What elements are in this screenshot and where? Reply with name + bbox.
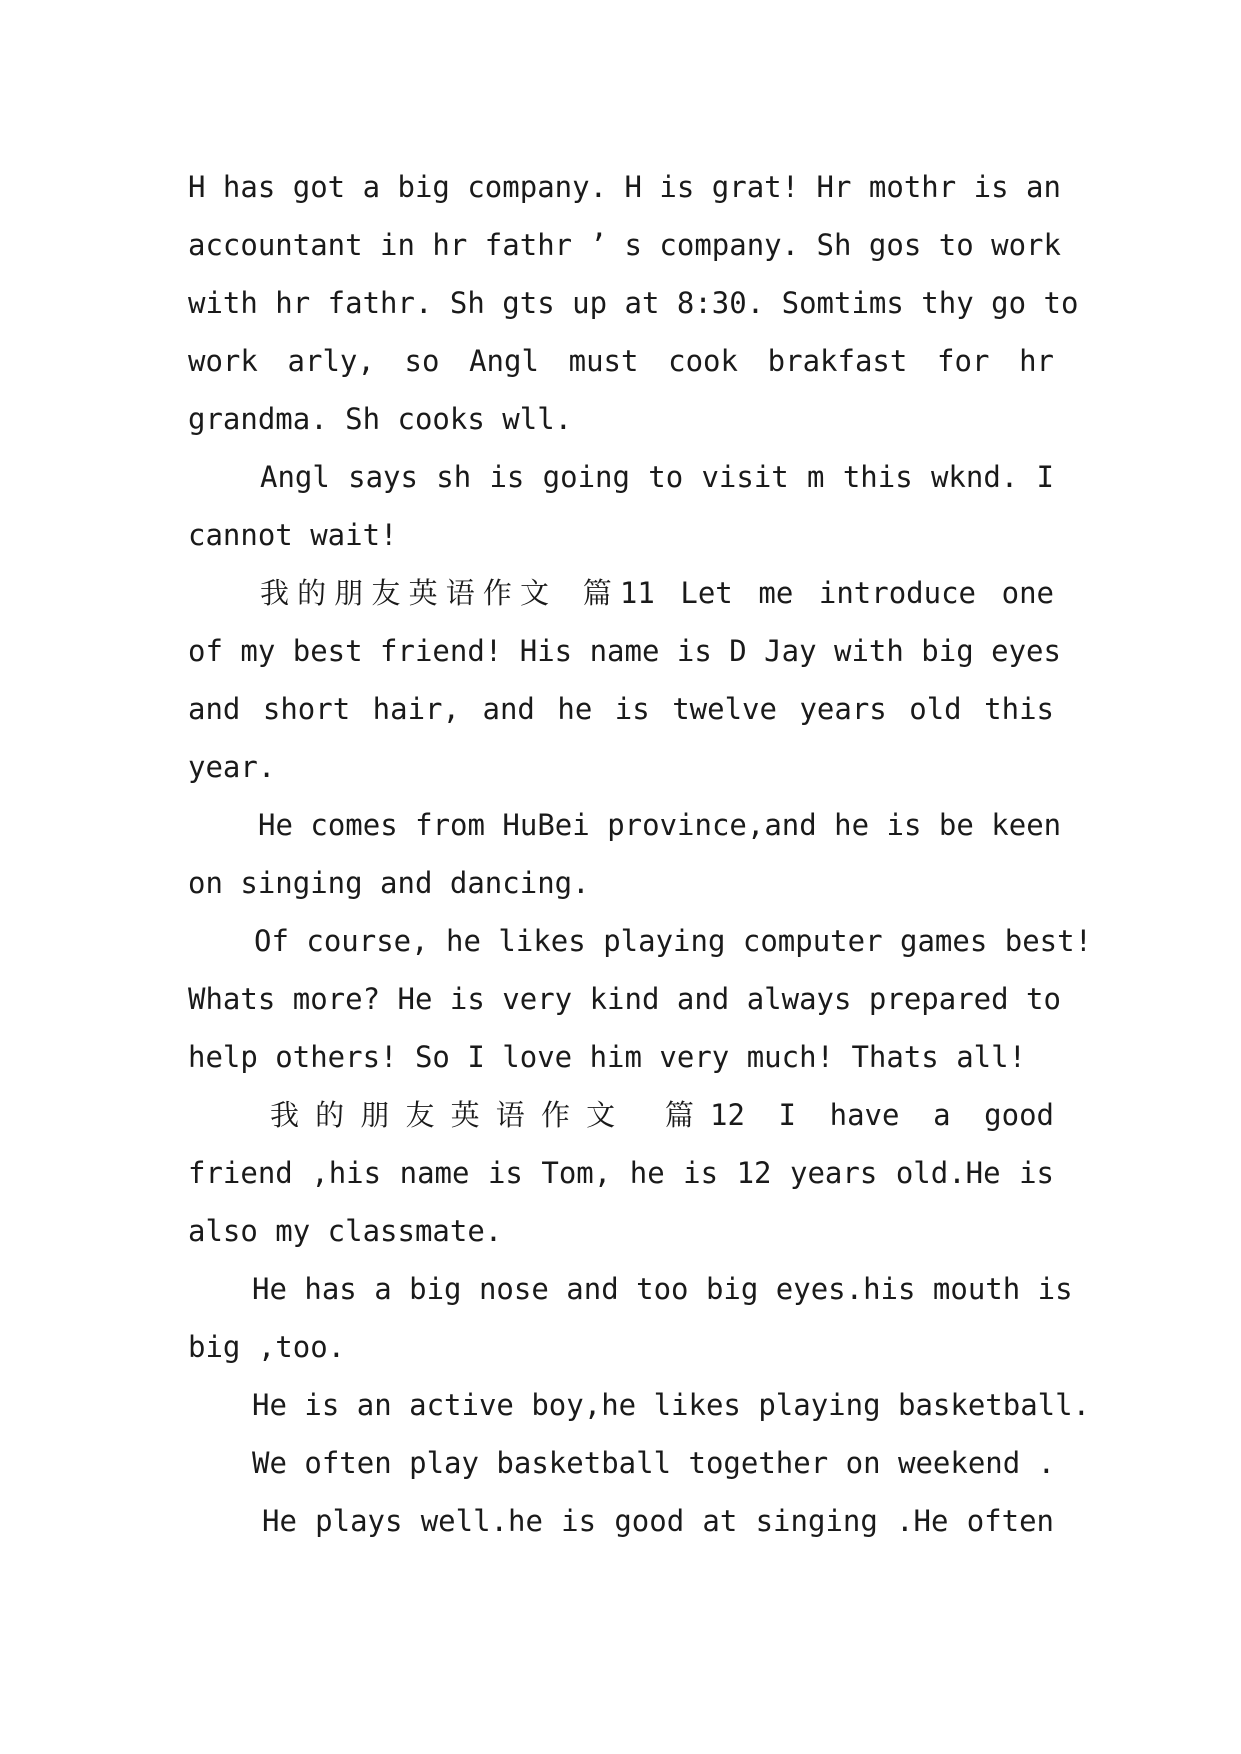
text-line: friend ,his name is Tom, he is 12 years old.He is — [188, 1156, 1054, 1190]
text-line: on singing and dancing. — [188, 866, 590, 900]
text-line: also my classmate. — [188, 1214, 503, 1248]
paragraph-first-line: He comes from HuBei province,and he is be keen — [258, 808, 1062, 842]
text-line: help others! So I love him very much! Thats all! — [188, 1040, 1027, 1074]
paragraph-first-line: He plays well.he is good at singing .He often — [262, 1504, 1054, 1538]
text-line: work arly, so Angl must cook brakfast for hr — [188, 344, 1054, 378]
text-line: grandma. Sh cooks wll. — [188, 402, 573, 436]
text-line: accountant in hr fathr ’ s company. Sh gos to work — [188, 228, 1061, 262]
document-body — [188, 158, 1093, 1550]
text-line: year. — [188, 750, 276, 784]
text-line: H has got a big company. H is grat! Hr mothr is an — [188, 170, 1061, 204]
text-line: of my best friend! His name is D Jay with big eyes — [188, 634, 1061, 668]
paragraph-first-line: Angl says sh is going to visit m this wknd. I — [260, 460, 1054, 494]
text-line: cannot wait! — [188, 518, 398, 552]
text-line: with hr fathr. Sh gts up at 8:30. Somtims thy go to — [188, 286, 1079, 320]
paragraph-first-line: Of course, he likes playing computer games best! — [254, 924, 1093, 958]
paragraph-first-line: We often play basketball together on weekend . — [252, 1446, 1056, 1480]
essay-heading-line: 我的朋友英语作文 篇12 I have a good — [270, 1098, 1054, 1132]
paragraph-first-line: He has a big nose and too big eyes.his mouth is — [252, 1272, 1073, 1306]
essay-heading-line: 我的朋友英语作文 篇11 Let me introduce one — [260, 576, 1054, 610]
text-line: and short hair, and he is twelve years old this — [188, 692, 1054, 726]
paragraph-first-line: He is an active boy,he likes playing basketball. — [252, 1388, 1091, 1422]
text-line: Whats more? He is very kind and always prepared to — [188, 982, 1061, 1016]
text-line: big ,too. — [188, 1330, 346, 1364]
